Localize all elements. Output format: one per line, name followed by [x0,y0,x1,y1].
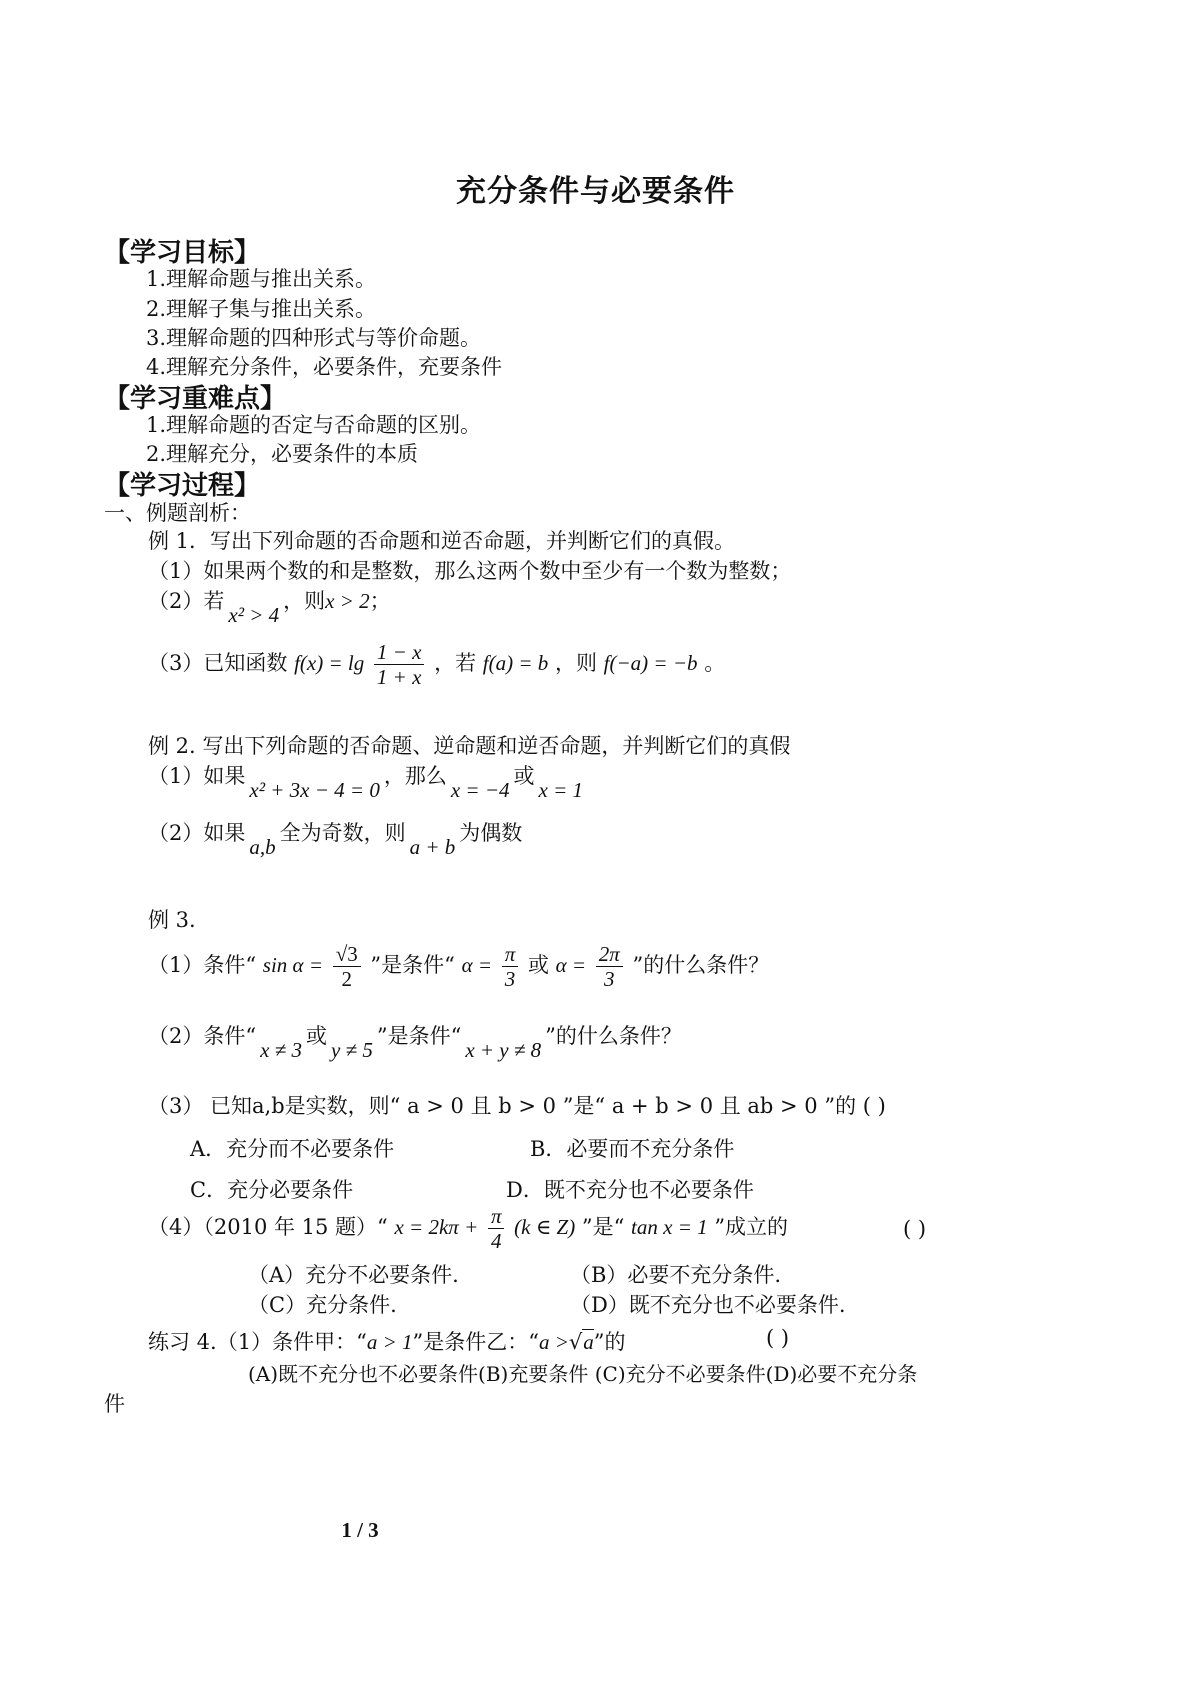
option-a: A．充分而不必要条件 [190,1137,395,1161]
example-1-q1: （1）如果两个数的和是整数，那么这两个数中至少有一个数为整数； [148,559,792,583]
option-b: B．必要而不充分条件 [530,1137,735,1161]
process-header: 【学习过程】 [104,471,261,501]
example-2-title: 例 2. 写出下列命题的否命题、逆命题和逆否命题，并判断它们的真假 [148,734,791,758]
exercise-4-q1: 练习 4.（1）条件甲：“a > 1”是条件乙：“a >√a”的 [148,1330,626,1354]
objective-item: 3.理解命题的四种形式与等价命题。 [146,326,482,350]
answer-parentheses: ( ) [766,1326,790,1350]
keypoint-item: 2.理解充分，必要条件的本质 [146,442,419,466]
fraction: $\frac{\pi}{3}$ [502,942,519,991]
example-1-title: 例 1．写出下列命题的否命题和逆否命题，并判断它们的真假。 [148,529,736,553]
page-number: 1 / 3 [341,1518,379,1542]
example-2-q2: （2）如果a,b全为奇数，则a + b为偶数 [148,821,523,859]
objective-item: 4.理解充分条件，必要条件，充要条件 [146,355,503,379]
keypoint-item: 1.理解命题的否定与否命题的区别。 [146,413,482,437]
objective-item: 2.理解子集与推出关系。 [146,297,377,321]
example-3-q3: （3） 已知a,b是实数，则“ a > 0 且 b > 0 ”是“ a + b > 0 且 ab > 0 ”的 ( ) [148,1094,886,1118]
example-3-q4: （4）（2010 年 15 题）“ x = 2kπ + $\frac{\pi}{4}$ (k ∈ Z) ”是“ tan x = 1 ”成立的 [148,1204,789,1254]
exercise-4-options-tail: 件 [104,1392,125,1416]
sqrt-sign: √ [568,1330,583,1354]
option-d: （D）既不充分也不必要条件. [570,1293,846,1317]
exercise-4-options: (A)既不充分也不必要条件(B)充要条件 (C)充分不必要条件(D)必要不充分条 [248,1362,918,1386]
objectives-header: 【学习目标】 [104,238,261,268]
answer-parentheses: ( ) [903,1217,927,1241]
option-c: （C）充分条件. [248,1293,397,1317]
page-title: 充分条件与必要条件 [456,174,735,209]
keypoints-header: 【学习重难点】 [104,384,287,414]
example-1-q3: （3）已知函数 f(x) = lg $\frac{1 - x}{1 + x}$ ，若 f(a) = b ，则 f(−a) = −b 。 [148,640,726,690]
section-heading: 一、例题剖析： [104,501,251,525]
fraction: $\frac{2\pi}{3}$ [596,942,623,991]
example-2-q1: （1）如果x² + 3x − 4 = 0，那么x = −4或x = 1 [148,764,583,802]
fraction: $\frac{\pi}{4}$ [488,1204,505,1253]
option-c: C．充分必要条件 [190,1178,354,1202]
example-3-q2: （2）条件“x ≠ 3或y ≠ 5”是条件“x + y ≠ 8”的什么条件？ [148,1024,682,1062]
example-1-q2: （2）若x² > 4，则x > 2； [148,589,391,627]
example-3-q1: （1）条件“ sin α = $\frac{√3}{2}$ ”是条件“ α = $\frac{\pi}{3}$ 或 α = $\frac{2\pi}{3}$ ”的什么条件？ [148,942,770,992]
fraction: $\frac{√3}{2}$ [333,942,361,991]
example-3-title: 例 3. [148,908,196,932]
option-a: （A）充分不必要条件. [248,1263,459,1287]
fraction: $\frac{1 - x}{1 + x}$ [374,640,425,689]
objective-item: 1.理解命题与推出关系。 [146,267,377,291]
option-b: （B）必要不充分条件. [570,1263,782,1287]
option-d: D．既不充分也不必要条件 [506,1178,754,1202]
